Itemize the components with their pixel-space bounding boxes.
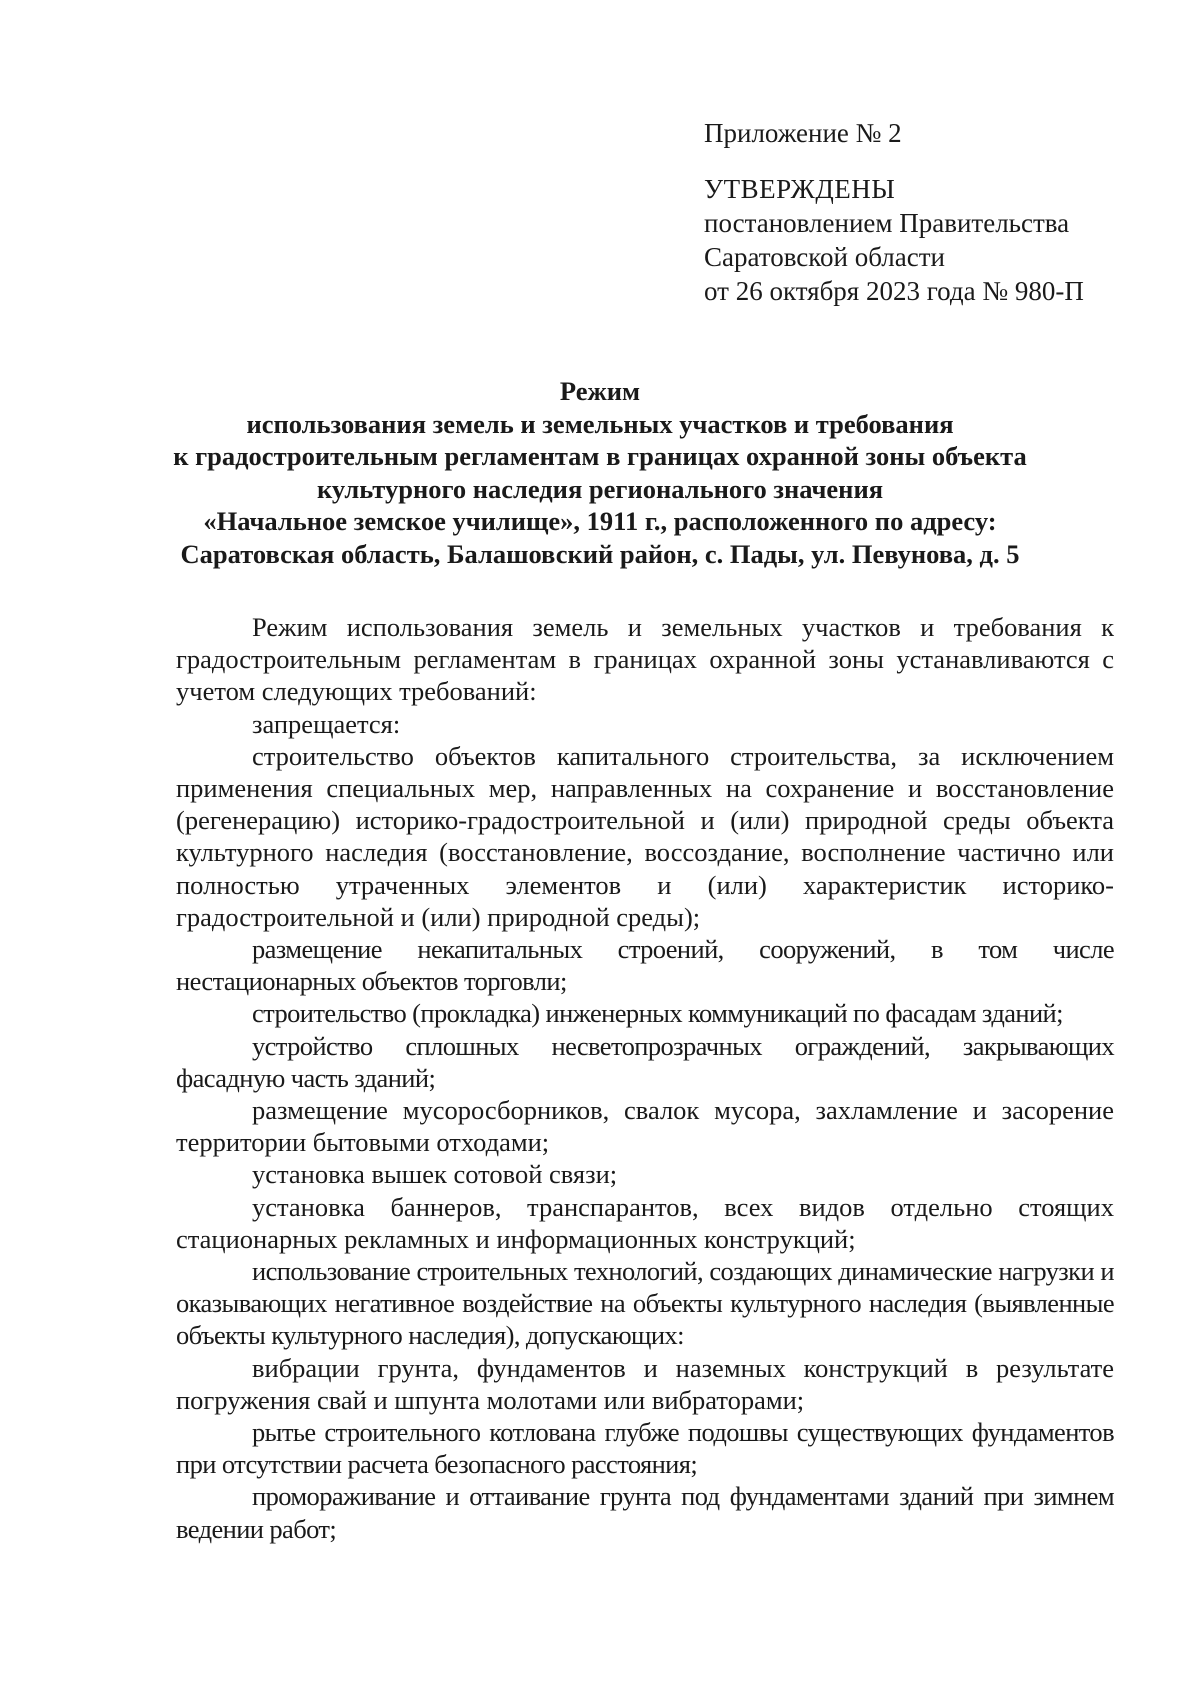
title-line: культурного наследия регионального значения <box>316 473 884 504</box>
body-paragraph: устройство сплошных несветопрозрачных ограждений, закрывающих фасадную часть зданий; <box>176 1030 1114 1093</box>
annex-number: Приложение № 2 <box>704 118 902 148</box>
body-paragraph: строительство (прокладка) инженерных коммуникаций по фасадам зданий; <box>252 998 1063 1029</box>
title-line: «Начальное земское училище», 1911 г., расположенного по адресу: <box>203 506 997 536</box>
title-line: Саратовская область, Балашовский район, с. Пады, ул. Певунова, д. 5 <box>180 538 1020 569</box>
approval-line-3: от 26 октября 2023 года № 980-П <box>704 276 1084 306</box>
body-paragraph: размещение мусоросборников, свалок мусора, захламление и засорение территории бытовыми отходами; <box>176 1095 1114 1158</box>
body-paragraph: установка баннеров, транспарантов, всех видов отдельно стоящих стационарных рекламных и информационных конструкций; <box>176 1191 1114 1254</box>
body-paragraph: вибрации грунта, фундаментов и наземных конструкций в результате погружения свай и шпунта молотами или вибраторами; <box>176 1352 1114 1415</box>
title-line: к градостроительным регламентам в границах охранной зоны объекта <box>173 441 1027 471</box>
title-line: использования земель и земельных участков и требования <box>246 408 954 439</box>
document-body <box>176 611 1114 1545</box>
body-paragraph: запрещается: <box>252 708 401 739</box>
body-paragraph: промораживание и оттаивание грунта под фундаментами зданий при зимнем ведении работ; <box>176 1481 1114 1544</box>
approved-heading: УТВЕРЖДЕНЫ <box>704 174 896 204</box>
approval-block <box>704 116 1144 308</box>
body-paragraph: установка вышек сотовой связи; <box>252 1159 618 1190</box>
body-paragraph: использование строительных технологий, создающих динамические нагрузки и оказывающих негативное воздействие на объекты культурного наследия (выявленные объекты культурного наследия), допускающих: <box>176 1256 1114 1351</box>
body-paragraph: размещение некапитальных строений, сооружений, в том числе нестационарных объектов торговли; <box>176 934 1114 997</box>
document-title <box>160 375 1040 570</box>
body-paragraph: рытье строительного котлована глубже подошвы существующих фундаментов при отсутствии расчета безопасного расстояния; <box>176 1417 1114 1480</box>
approval-line-1: постановлением Правительства <box>704 208 1070 238</box>
approval-line-2: Саратовской области <box>704 242 945 272</box>
title-line: Режим <box>559 376 641 406</box>
body-paragraph: Режим использования земель и земельных участков и требования к градостроительным регламентам в границах охранной зоны устанавливаются с учетом следующих требований: <box>176 612 1114 707</box>
body-paragraph: строительство объектов капитального строительства, за исключением применения специальных мер, направленных на сохранение и восстановление (регенерацию) историко-градостроительной и (или) природной среды объекта культурного наследия (восстановление, воссоздание, восполнение частично или полностью утраченных элементов и (или) характеристик историко-градостроительной и (или) природной среды); <box>176 740 1114 932</box>
